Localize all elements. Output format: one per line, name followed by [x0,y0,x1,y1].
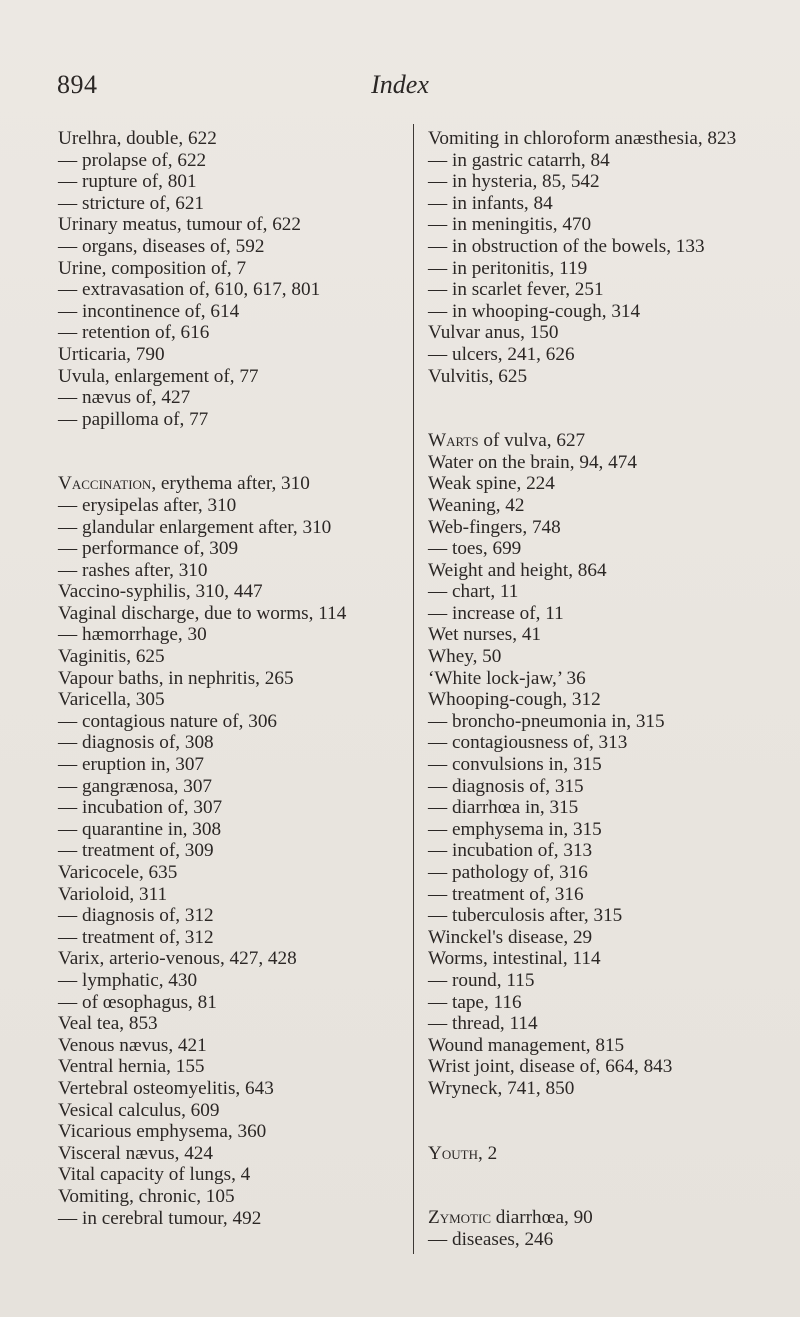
index-subentry: — ulcers, 241, 626 [428,343,575,365]
index-subentry: — in infants, 84 [428,192,553,214]
index-subentry: — rashes after, 310 [58,559,208,581]
index-entry: Vicarious emphysema, 360 [58,1121,267,1143]
index-subentry: — in whooping-cough, 314 [428,300,641,322]
index-entry: Vaginal discharge, due to worms, 114 [58,602,347,624]
index-entry: Worms, intestinal, 114 [428,948,601,970]
index-entry: Wryneck, 741, 850 [428,1077,575,1099]
index-subentry: — in gastric catarrh, 84 [428,149,610,171]
index-subentry: — lymphatic, 430 [58,969,198,991]
index-subentry: — quarantine in, 308 [58,818,222,840]
index-subentry: — emphysema in, 315 [428,818,602,840]
index-subentry: — in obstruction of the bowels, 133 [428,235,705,257]
index-entry: Winckel's disease, 29 [428,926,593,948]
index-entry: Ventral hernia, 155 [58,1056,205,1078]
index-subentry: — organs, diseases of, 592 [58,235,265,257]
index-subentry: — prolapse of, 622 [58,149,207,171]
index-entry: Varix, arterio-venous, 427, 428 [58,948,297,970]
index-subentry: — treatment of, 309 [58,840,214,862]
index-entry: Veal tea, 853 [58,1013,158,1035]
index-subentry: — performance of, 309 [58,538,239,560]
index-subentry: — treatment of, 312 [58,926,214,948]
index-entry: Wrist joint, disease of, 664, 843 [428,1056,673,1078]
index-entry: Vaccino-syphilis, 310, 447 [58,581,263,603]
index-subentry: — diarrhœa in, 315 [428,797,579,819]
index-subentry: — stricture of, 621 [58,192,205,214]
index-entry: Wet nurses, 41 [428,624,542,646]
index-subentry: — diagnosis of, 308 [58,732,214,754]
index-entry: Vital capacity of lungs, 4 [58,1164,251,1186]
section-gap [428,387,736,430]
index-entry: Vesical calculus, 609 [58,1099,220,1121]
index-entry: Vaginitis, 625 [58,646,165,668]
index-subentry: — incontinence of, 614 [58,300,240,322]
index-subentry: — increase of, 11 [428,602,564,624]
index-entry: Vulvar anus, 150 [428,322,559,344]
index-entry: Web-fingers, 748 [428,516,561,538]
index-subentry: — diagnosis of, 312 [58,905,214,927]
index-subentry: — chart, 11 [428,581,519,603]
index-subentry: — in cerebral tumour, 492 [58,1207,262,1229]
index-subentry: — in meningitis, 470 [428,214,592,236]
index-subentry: — nævus of, 427 [58,387,191,409]
index-subentry: — extravasation of, 610, 617, 801 [58,279,321,301]
index-subentry: — treatment of, 316 [428,883,584,905]
index-subentry: — rupture of, 801 [58,171,197,193]
index-subentry: — erysipelas after, 310 [58,494,237,516]
index-subentry: — contagiousness of, 313 [428,732,628,754]
index-subentry: — eruption in, 307 [58,754,205,776]
index-entry: Varioloid, 311 [58,883,168,905]
section-gap [428,1100,736,1143]
index-entry: Visceral nævus, 424 [58,1142,213,1164]
index-entry: Vaccination, erythema after, 310 [58,473,310,495]
index-subentry: — broncho-pneumonia in, 315 [428,710,665,732]
section-gap [428,1164,736,1207]
index-entry: Zymotic diarrhœa, 90 [428,1207,593,1229]
index-entry: Uvula, enlargement of, 77 [58,365,259,387]
index-subentry: — contagious nature of, 306 [58,710,278,732]
index-subentry: — diagnosis of, 315 [428,775,584,797]
index-subentry: — hæmorrhage, 30 [58,624,207,646]
index-entry: Urticaria, 790 [58,343,165,365]
index-subentry: — tuberculosis after, 315 [428,905,623,927]
index-entry: Wound management, 815 [428,1034,625,1056]
index-subentry: — glandular enlargement after, 310 [58,516,332,538]
index-subentry: — papilloma of, 77 [58,408,209,430]
page-number: 894 [57,70,98,99]
index-subentry: — gangrænosa, 307 [58,775,213,797]
index-entry: Water on the brain, 94, 474 [428,451,637,473]
section-gap [58,430,346,473]
column-divider [413,124,414,1254]
index-subentry: — round, 115 [428,969,535,991]
index-entry: ‘White lock-jaw,’ 36 [428,667,586,689]
index-subentry: — tape, 116 [428,991,522,1013]
index-subentry: — convulsions in, 315 [428,754,602,776]
index-subentry: — pathology of, 316 [428,862,588,883]
index-entry: Weaning, 42 [428,494,525,516]
index-entry: Venous nævus, 421 [58,1034,207,1056]
index-entry: Vapour baths, in nephritis, 265 [58,667,294,689]
index-entry: Vomiting, chronic, 105 [58,1185,235,1207]
index-subentry: — retention of, 616 [58,322,210,344]
index-column-left [58,128,346,1229]
index-subentry: — toes, 699 [428,538,522,560]
index-entry: Vulvitis, 625 [428,365,528,387]
index-entry: Varicella, 305 [58,689,165,711]
index-subentry: — in peritonitis, 119 [428,257,588,279]
index-column-right [428,128,736,1250]
index-entry: Weak spine, 224 [428,473,555,495]
index-subentry: — diseases, 246 [428,1228,554,1250]
index-entry: Whey, 50 [428,646,502,668]
index-entry: Urine, composition of, 7 [58,257,247,279]
index-subentry: — incubation of, 313 [428,840,593,862]
index-entry: Warts of vulva, 627 [428,430,586,452]
index-entry: Urinary meatus, tumour of, 622 [58,214,301,236]
index-subentry: — in scarlet fever, 251 [428,279,604,301]
index-entry: Weight and height, 864 [428,559,607,581]
index-entry: Varicocele, 635 [58,862,178,883]
index-entry: Youth, 2 [428,1142,498,1164]
index-entry: Vomiting in chloroform anæsthesia, 823 [428,128,737,149]
index-subentry: — incubation of, 307 [58,797,223,819]
index-entry: Urelhra, double, 622 [58,128,217,149]
index-subentry: — in hysteria, 85, 542 [428,171,600,193]
index-subentry: — thread, 114 [428,1013,538,1035]
index-subentry: — of œsophagus, 81 [58,991,217,1013]
index-entry: Whooping-cough, 312 [428,689,601,711]
page-title: Index [371,70,429,99]
index-entry: Vertebral osteomyelitis, 643 [58,1077,274,1099]
